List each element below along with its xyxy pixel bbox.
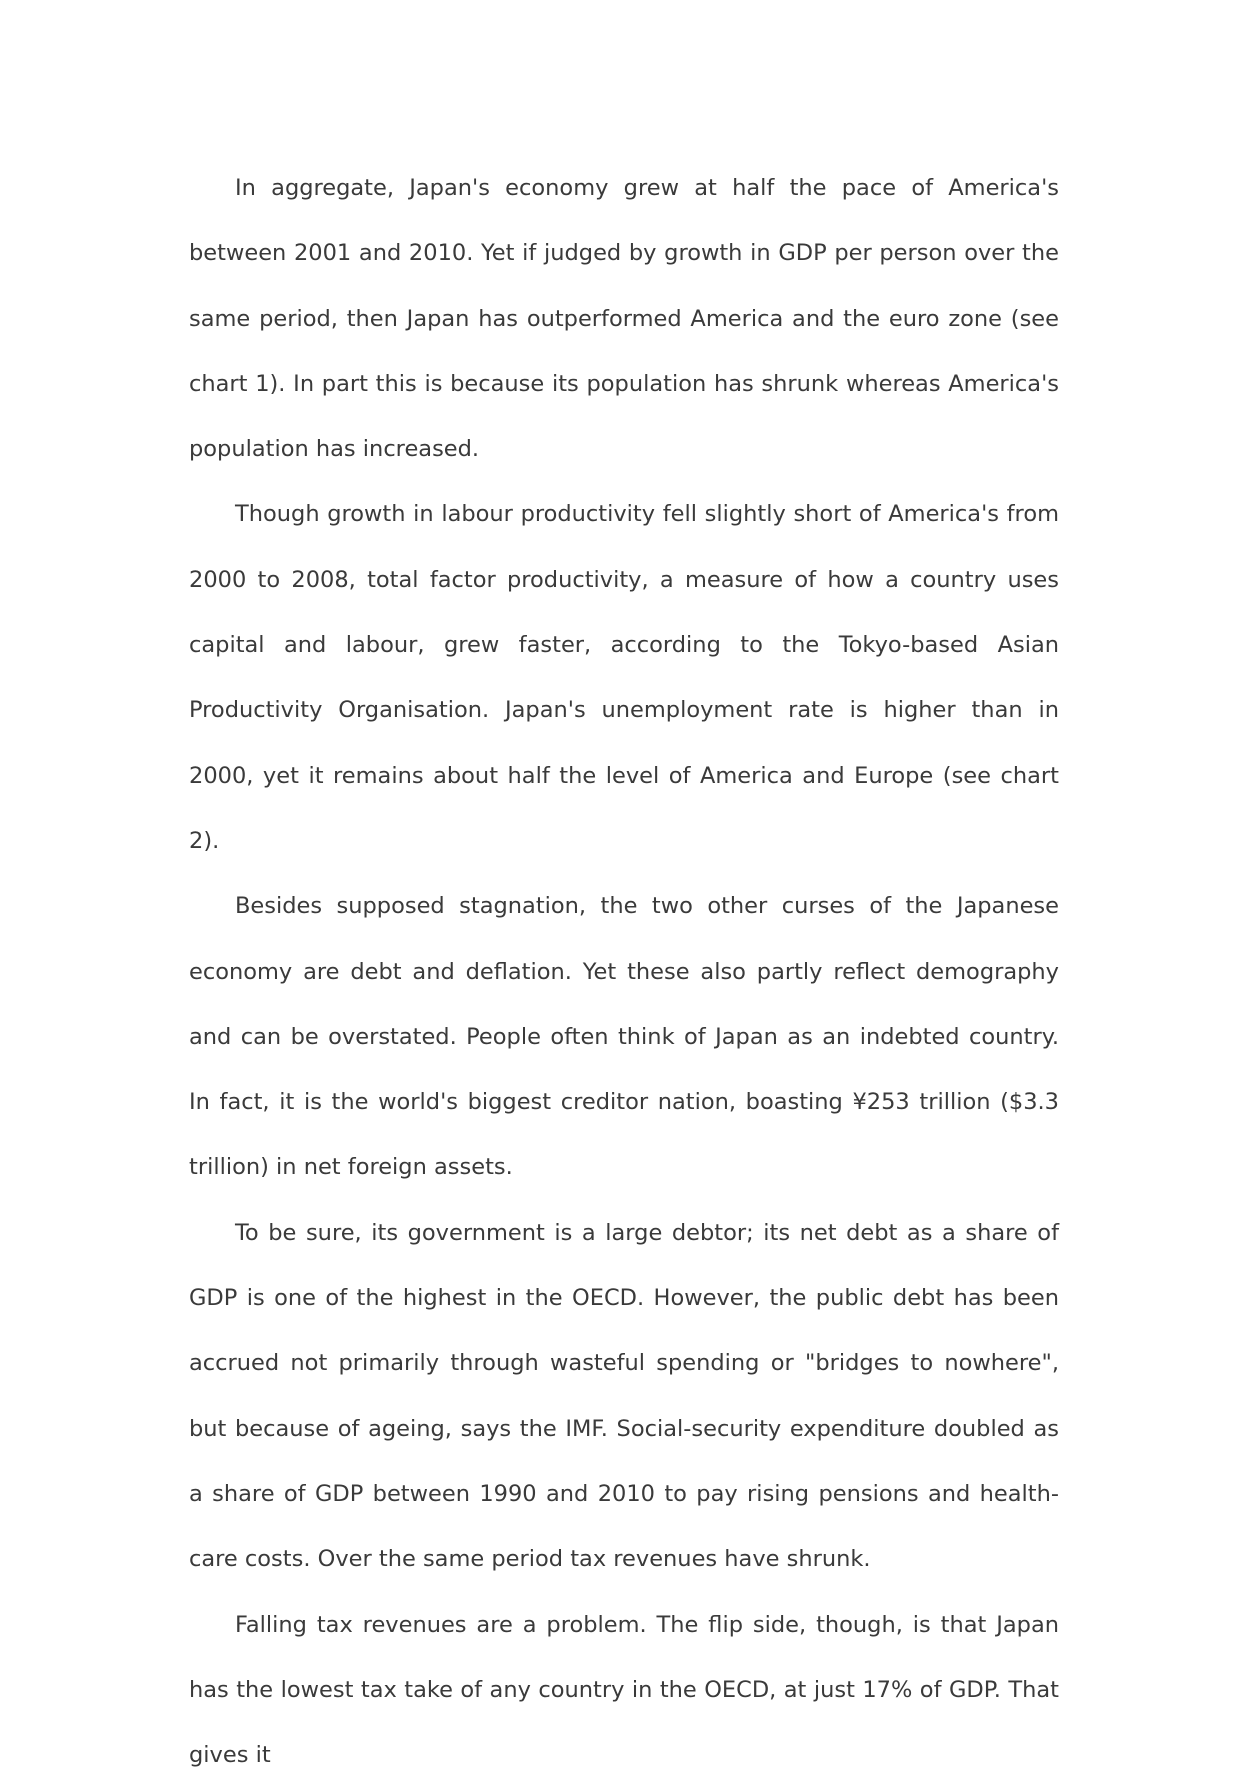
paragraph-1: In aggregate, Japan's economy grew at half the pace of America's between 2001 and 2010. Yet if judged by growth in GDP per person over the same period, then Japan has outperformed America and the euro zone (see chart 1). In part this is because its population has shrunk whereas America's population has increased. [189, 175, 1059, 463]
paragraph-2: Though growth in labour productivity fell slightly short of America's from 2000 to 2008, total factor productivity, a measure of how a country uses capital and labour, grew faster, according to the Tokyo-based Asian Productivity Organisation. Japan's unemployment rate is higher than in 2000, yet it remains about half the level of America and Europe (see chart 2). [189, 501, 1059, 854]
paragraph-4: To be sure, its government is a large debtor; its net debt as a share of GDP is one of the highest in the OECD. However, the public debt has been accrued not primarily through wasteful spending or "bridges to nowhere", but because of ageing, says the IMF. Social-security expenditure doubled as a share of GDP between 1990 and 2010 to pay rising pensions and health-care costs. Over the same period tax revenues have shrunk. [189, 1219, 1059, 1573]
paragraph-3: Besides supposed stagnation, the two other curses of the Japanese economy are debt and deflation. Yet these also partly reflect demography and can be overstated. People often think of Japan as an indebted country. In fact, it is the world's biggest creditor nation, boasting ¥253 trillion ($3.3 trillion) in net foreign assets. [189, 893, 1059, 1181]
paragraph-5: Falling tax revenues are a problem. The flip side, though, is that Japan has the lowest tax take of any country in the OECD, at just 17% of GDP. That gives it [189, 1611, 1059, 1769]
body-text [189, 156, 1059, 1788]
